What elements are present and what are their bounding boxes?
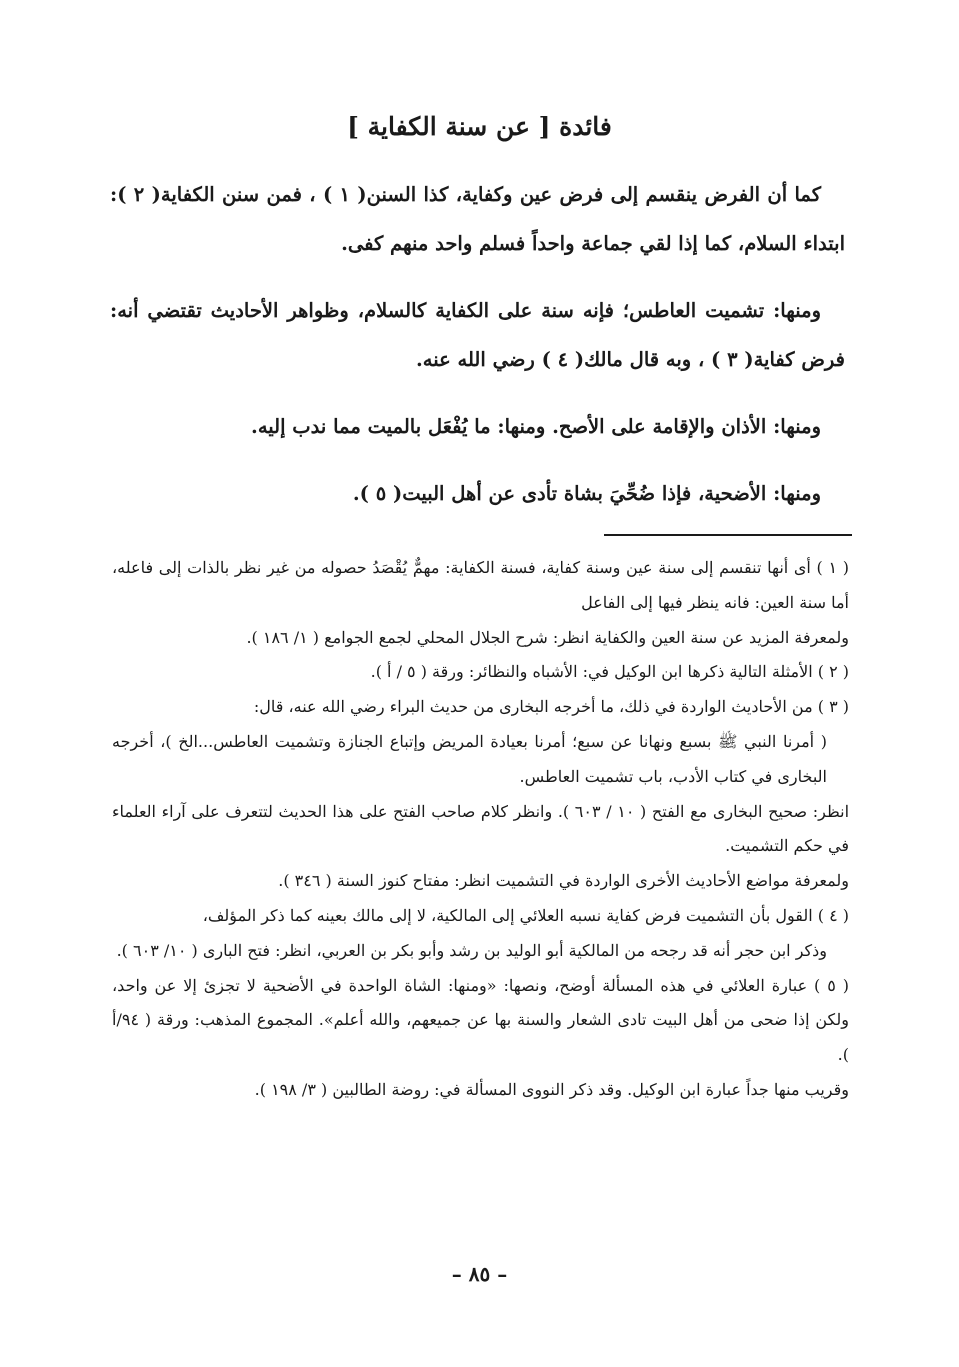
footnote-3-hadith: ( أمرنا النبي ﷺ بسبع ونهانا عن سبع؛ أمرنا بعيادة المريض وإتباع الجنازة وتشميت العاطس...الخ )، أخرجه البخارى في كتاب الأدب، باب تشميت العاطس.: [112, 731, 827, 786]
footnotes: [112, 551, 849, 1108]
paragraph-2: ومنها: تشميت العاطس؛ فإنه سنة على الكفاية كالسلام، وظواهر الأحاديث تقتضي أنه: فرض كفاية( ٣ ) ، وبه قال مالك( ٤ ) رضي الله عنه.: [110, 299, 845, 371]
footnote-5-continued: وقريب منها جداً عبارة ابن الوكيل. وقد ذكر النووى المسألة في: روضة الطالبين ( ٣/ ١٩٨ ).: [254, 1079, 849, 1099]
paragraph-4: ومنها: الأضحية، فإذا ضُحِّيَ بشاة تأدى عن أهل البيت( ٥ ).: [352, 482, 821, 505]
footnote-4-continued: وذكر ابن حجر أنه قد رجحه من المالكية أبو الوليد بن رشد وأبو بكر بن العربي، انظر: فتح البارى ( ١٠/ ٦٠٣ ).: [116, 940, 827, 960]
page-title: فائدة [ عن سنة الكفاية ]: [347, 112, 612, 141]
footnote-1: ( ١ ) أى أنها تنقسم إلى سنة عين وسنة كفاية، فسنة الكفاية: مهمٌّ يُقْصَدُ حصوله من غير نظر بالذات إلى فاعله، أما سنة العين: فانه ينظر فيها إلى الفاعل: [112, 558, 850, 612]
footnote-3-more: ولمعرفة مواضع الأحاديث الأخرى الواردة في التشميت انظر: مفتاح كنوز السنة ( ٣٤٦ ).: [278, 871, 849, 891]
paragraph-1: كما أن الفرض ينقسم إلى فرض عين وكفاية، كذا السنن( ١ ) ، فمن سنن الكفاية( ٢ ): ابتداء السلام، كما إذا لقي جماعة واحداً فسلم واحد منهم كفى.: [110, 183, 845, 255]
footnote-5: ( ٥ ) عبارة العلائي في هذه المسألة أوضح، ونصها: «ومنها: الشاة الواحدة في الأضحية لا تجزئ إلا عن واحد، ولكن إذا ضحى من أهل البيت تادى الشعار والسنة بها عن جميعهم، والله أعلم». المجموع المذهب: ورقة ( ٩٤/أ ).: [112, 975, 850, 1065]
paragraph-3: ومنها: الأذان والإقامة على الأصح. ومنها: ما يُفْعَل بالميت مما ندب إليه.: [251, 415, 821, 438]
footnote-1-continued: ولمعرفة المزيد عن سنة العين والكفاية انظر: شرح الجلال المحلي لجمع الجوامع ( ١/ ١٨٦ ).: [246, 627, 849, 647]
footnote-separator: [604, 534, 852, 536]
footnote-4: ( ٤ ) القول بأن التشميت فرض كفاية نسبه العلائي إلى المالكية، لا إلى مالك بعينه كما ذكر المؤلف،: [202, 905, 849, 925]
footnote-3: ( ٣ ) من الأحاديث الواردة في ذلك، ما أخرجه البخارى من حديث البراء رضي الله عنه، قال:: [253, 697, 849, 717]
footnote-2: ( ٢ ) الأمثلة التالية ذكرها ابن الوكيل في: الأشباه والنظائر: ورقة ( ٥ / أ ).: [370, 662, 849, 682]
footnote-3-reference: انظر: صحيح البخارى مع الفتح ( ١٠ / ٦٠٣ ). وانظر كلام صاحب الفتح على هذا الحديث لتتعرف على آراء العلماء في حكم التشميت.: [112, 801, 850, 856]
page-number: – ٨٥ –: [451, 1262, 508, 1286]
main-text: [110, 170, 845, 536]
